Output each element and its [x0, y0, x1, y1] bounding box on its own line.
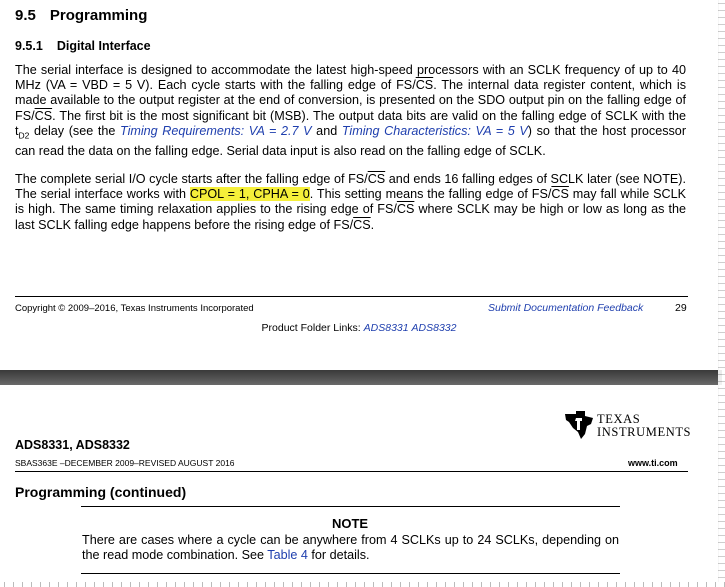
- subsection-heading: [15, 39, 151, 53]
- text: and: [311, 123, 342, 138]
- header-divider: [15, 471, 688, 472]
- paragraph-1: [15, 63, 686, 159]
- text: The serial interface is designed to accommodate the latest high-speed processors with an SCLK frequency of up to 40 MHz (VA = VBD = 5 V). Each cycle starts with the falling edge of FS/: [15, 63, 686, 93]
- cs-overline: $\overline{CS}$: [415, 78, 434, 93]
- text: and ends 16 falling edges of SCLK later (see NOTE). The serial interface works with: [15, 172, 686, 202]
- subsection-number: 9.5.1: [15, 39, 43, 53]
- note-top-rule: [81, 506, 620, 507]
- footer-divider: [15, 296, 688, 297]
- ads8332-link[interactable]: ADS8332: [411, 322, 457, 334]
- note-title: NOTE: [331, 516, 369, 531]
- cs-overline: $\overline{CS}$: [34, 108, 53, 123]
- text: .: [370, 217, 375, 232]
- text: . This setting means the falling edge of FS/: [309, 187, 552, 202]
- ti-wordmark: [597, 413, 691, 439]
- doc-title: ADS8331, ADS8332: [15, 438, 130, 452]
- text: The complete serial I/O cycle starts after the falling edge of FS/: [15, 172, 368, 186]
- text: delay (see the: [29, 123, 120, 138]
- table-4-link[interactable]: Table 4: [267, 548, 308, 563]
- submit-feedback-link[interactable]: Submit Documentation Feedback: [488, 302, 644, 314]
- timing-requirements-link[interactable]: Timing Requirements: VA = 2.7 V: [119, 123, 312, 138]
- subscript: D2: [18, 130, 30, 141]
- copyright: Copyright © 2009–2016, Texas Instruments Incorporated: [15, 303, 254, 314]
- revision-info: SBAS363E –DECEMBER 2009–REVISED AUGUST 2016: [15, 458, 235, 468]
- logo-line-2: INSTRUMENTS: [597, 425, 692, 439]
- website-link[interactable]: www.ti.com: [628, 458, 678, 468]
- product-folder-links: [0, 322, 718, 334]
- section-number: 9.5: [15, 7, 36, 24]
- text: for details.: [307, 548, 370, 563]
- text: ) so that the host processor can read the data on the falling edge. Serial data input is also read on the falling edge of SCLK.: [15, 123, 687, 158]
- page-separator: [0, 370, 722, 385]
- text: where SCLK may be high or low as long as the last SCLK falling edge happens before the rising edge of FS/: [15, 202, 687, 232]
- section-heading: [15, 7, 147, 24]
- timing-characteristics-link[interactable]: Timing Characteristics: VA = 5 V: [341, 123, 528, 138]
- paragraph-2: [15, 172, 686, 233]
- section-title: Programming: [49, 7, 148, 24]
- cs-overline: $\overline{CS}$: [396, 202, 415, 217]
- cs-overline: $\overline{CS}$: [367, 172, 386, 186]
- ads8331-link[interactable]: ADS8331: [363, 322, 409, 334]
- text: . The first bit is the most significant bit (MSB). The output data bits are valid on the falling edge of SCLK with the t: [15, 108, 686, 138]
- text: There are cases where a cycle can be anywhere from 4 SCLKs up to 24 SCLKs, depending on the read mode combination. See: [82, 533, 619, 563]
- cs-overline: $\overline{CS}$: [353, 217, 371, 232]
- text: . The internal data register content, which is made available to the output register at the end of conversion, is presented on the SDO output pin on the falling edge of FS/: [15, 78, 686, 123]
- torn-edge-bottom: [0, 582, 725, 587]
- cs-overline: $\overline{CS}$: [551, 187, 569, 202]
- subsection-title: Digital Interface: [56, 39, 151, 53]
- page-number: 29: [675, 302, 687, 314]
- note-body: [82, 533, 619, 563]
- continued-heading: Programming (continued): [15, 484, 187, 500]
- logo-line-1: TEXAS: [597, 412, 641, 426]
- pfl-label: Product Folder Links:: [261, 322, 364, 334]
- torn-edge-right: [718, 0, 725, 587]
- note-bottom-rule: [81, 573, 620, 574]
- highlighted-text: CPOL = 1, CPHA = 0: [189, 187, 310, 202]
- text: may fall while SCLK is high. The same timing relaxation applies to the rising edge of FS/: [15, 187, 686, 217]
